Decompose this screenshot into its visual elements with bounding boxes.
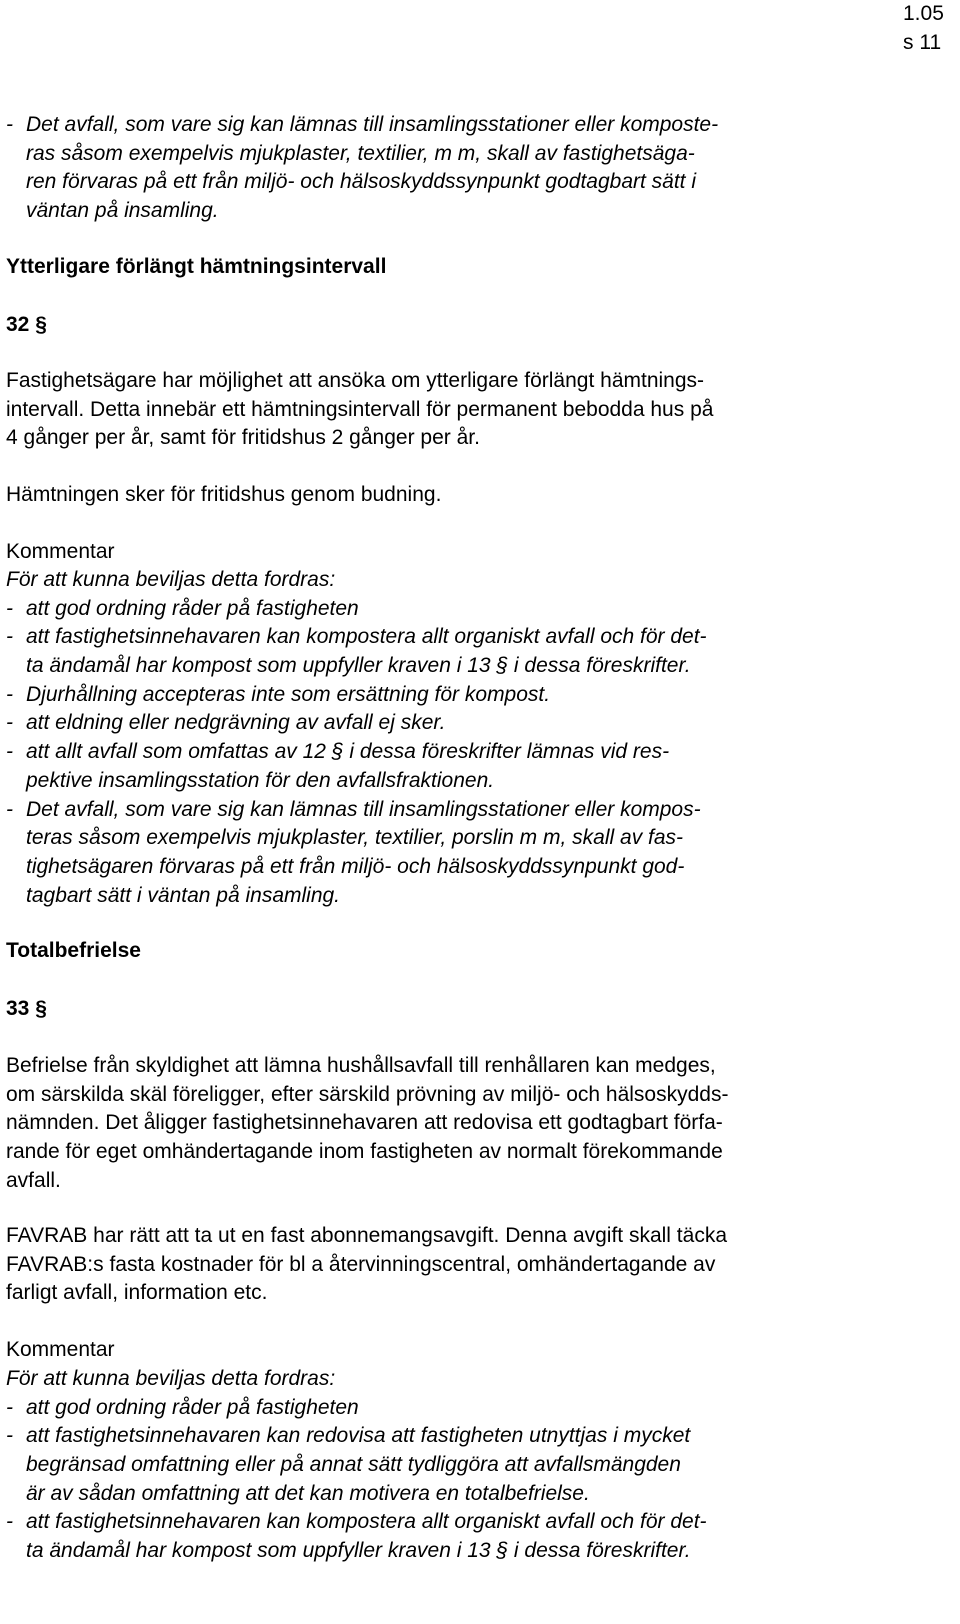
comment-heading: Kommentar	[6, 540, 115, 563]
comment-heading: Kommentar	[6, 1338, 115, 1361]
list-dash: -	[6, 1424, 13, 1448]
body-line: intervall. Detta innebär ett hämtningsintervall för permanent bebodda hus på	[6, 397, 714, 421]
intro-line: Det avfall, som vare sig kan lämnas till insamlingsstationer eller komposte-	[26, 113, 719, 136]
comment-item-line: att fastighetsinnehavaren kan kompostera allt organiskt avfall och för det-	[26, 1510, 707, 1534]
section-body	[6, 1222, 727, 1308]
body-line: avfall.	[6, 1168, 61, 1192]
list-dash: -	[6, 625, 13, 649]
list-dash: -	[6, 1510, 13, 1534]
comment-item-line: tagbart sätt i väntan på insamling.	[26, 883, 341, 907]
section-body	[6, 367, 713, 453]
comment-item-line: pektive insamlingsstation för den avfallsfraktionen.	[26, 768, 495, 792]
section-body: Hämtningen sker för fritidshus genom budning.	[6, 483, 442, 506]
list-dash: -	[6, 596, 13, 620]
page-header	[903, 0, 944, 57]
comment-item-line: är av sådan omfattning att det kan motivera en totalbefrielse.	[26, 1481, 590, 1505]
section-heading: Ytterligare förlängt hämtningsintervall	[6, 255, 387, 278]
page-header-line-2: s 11	[903, 30, 942, 54]
comment-item-line: teras såsom exempelvis mjukplaster, textilier, porslin m m, skall av fas-	[26, 826, 684, 850]
list-dash: -	[6, 1395, 13, 1419]
intro-line: ras såsom exempelvis mjukplaster, textilier, m m, skall av fastighetsäga-	[26, 141, 695, 165]
body-line: Fastighetsägare har möjlighet att ansöka om ytterligare förlängt hämtnings-	[6, 369, 705, 392]
intro-list-item	[6, 111, 718, 226]
comment-item-line: att fastighetsinnehavaren kan kompostera allt organiskt avfall och för det-	[26, 625, 707, 649]
list-dash: -	[6, 797, 13, 821]
body-line: farligt avfall, information etc.	[6, 1281, 268, 1305]
section-body	[6, 1052, 728, 1195]
comment-item-line: ta ändamål har kompost som uppfyller kraven i 13 § i dessa föreskrifter.	[26, 654, 691, 678]
comment-item-line: begränsad omfattning eller på annat sätt tydliggöra att avfallsmängden	[26, 1453, 681, 1477]
body-line: om särskilda skäl föreligger, efter särskild prövning av miljö- och hälsoskydds-	[6, 1082, 729, 1106]
comment-item-line: Det avfall, som vare sig kan lämnas till insamlingsstationer eller kompos-	[26, 797, 701, 821]
list-dash: -	[6, 740, 13, 764]
intro-line: väntan på insamling.	[26, 199, 219, 223]
intro-line: ren förvaras på ett från miljö- och hälsoskyddssynpunkt godtagbart sätt i	[26, 170, 697, 194]
comment-block	[6, 566, 707, 910]
comment-item-line: ta ändamål har kompost som uppfyller kraven i 13 § i dessa föreskrifter.	[26, 1539, 691, 1563]
comment-item-line: att god ordning råder på fastigheten	[26, 1395, 359, 1419]
paragraph-number: 32 §	[6, 313, 47, 336]
body-line: 4 gånger per år, samt för fritidshus 2 gånger per år.	[6, 426, 480, 450]
comment-item-line: att fastighetsinnehavaren kan redovisa att fastigheten utnyttjas i mycket	[26, 1424, 691, 1448]
comment-intro: För att kunna beviljas detta fordras:	[6, 1367, 336, 1390]
list-dash: -	[6, 113, 13, 136]
body-line: FAVRAB:s fasta kostnader för bl a återvinningscentral, omhändertagande av	[6, 1252, 716, 1276]
body-line: FAVRAB har rätt att ta ut en fast abonnemangsavgift. Denna avgift skall täcka	[6, 1224, 728, 1247]
body-line: rande för eget omhändertagande inom fastigheten av normalt förekommande	[6, 1140, 723, 1164]
section-heading: Totalbefrielse	[6, 939, 141, 962]
body-line: Befrielse från skyldighet att lämna hushållsavfall till renhållaren kan medges,	[6, 1054, 716, 1077]
list-dash: -	[6, 682, 13, 706]
body-line: nämnden. Det åligger fastighetsinnehavaren att redovisa ett godtagbart förfa-	[6, 1111, 723, 1135]
paragraph-number: 33 §	[6, 997, 47, 1020]
comment-item-line: tighetsägaren förvaras på ett från miljö- och hälsoskyddssynpunkt god-	[26, 854, 685, 878]
comment-block	[6, 1365, 707, 1566]
comment-item-line: Djurhållning accepteras inte som ersättning för kompost.	[26, 682, 551, 706]
comment-intro: För att kunna beviljas detta fordras:	[6, 568, 336, 591]
page-header-line-1: 1.05	[903, 2, 944, 25]
list-dash: -	[6, 711, 13, 735]
comment-item-line: att eldning eller nedgrävning av avfall ej sker.	[26, 711, 446, 735]
comment-item-line: att god ordning råder på fastigheten	[26, 596, 359, 620]
comment-item-line: att allt avfall som omfattas av 12 § i dessa föreskrifter lämnas vid res-	[26, 740, 670, 764]
